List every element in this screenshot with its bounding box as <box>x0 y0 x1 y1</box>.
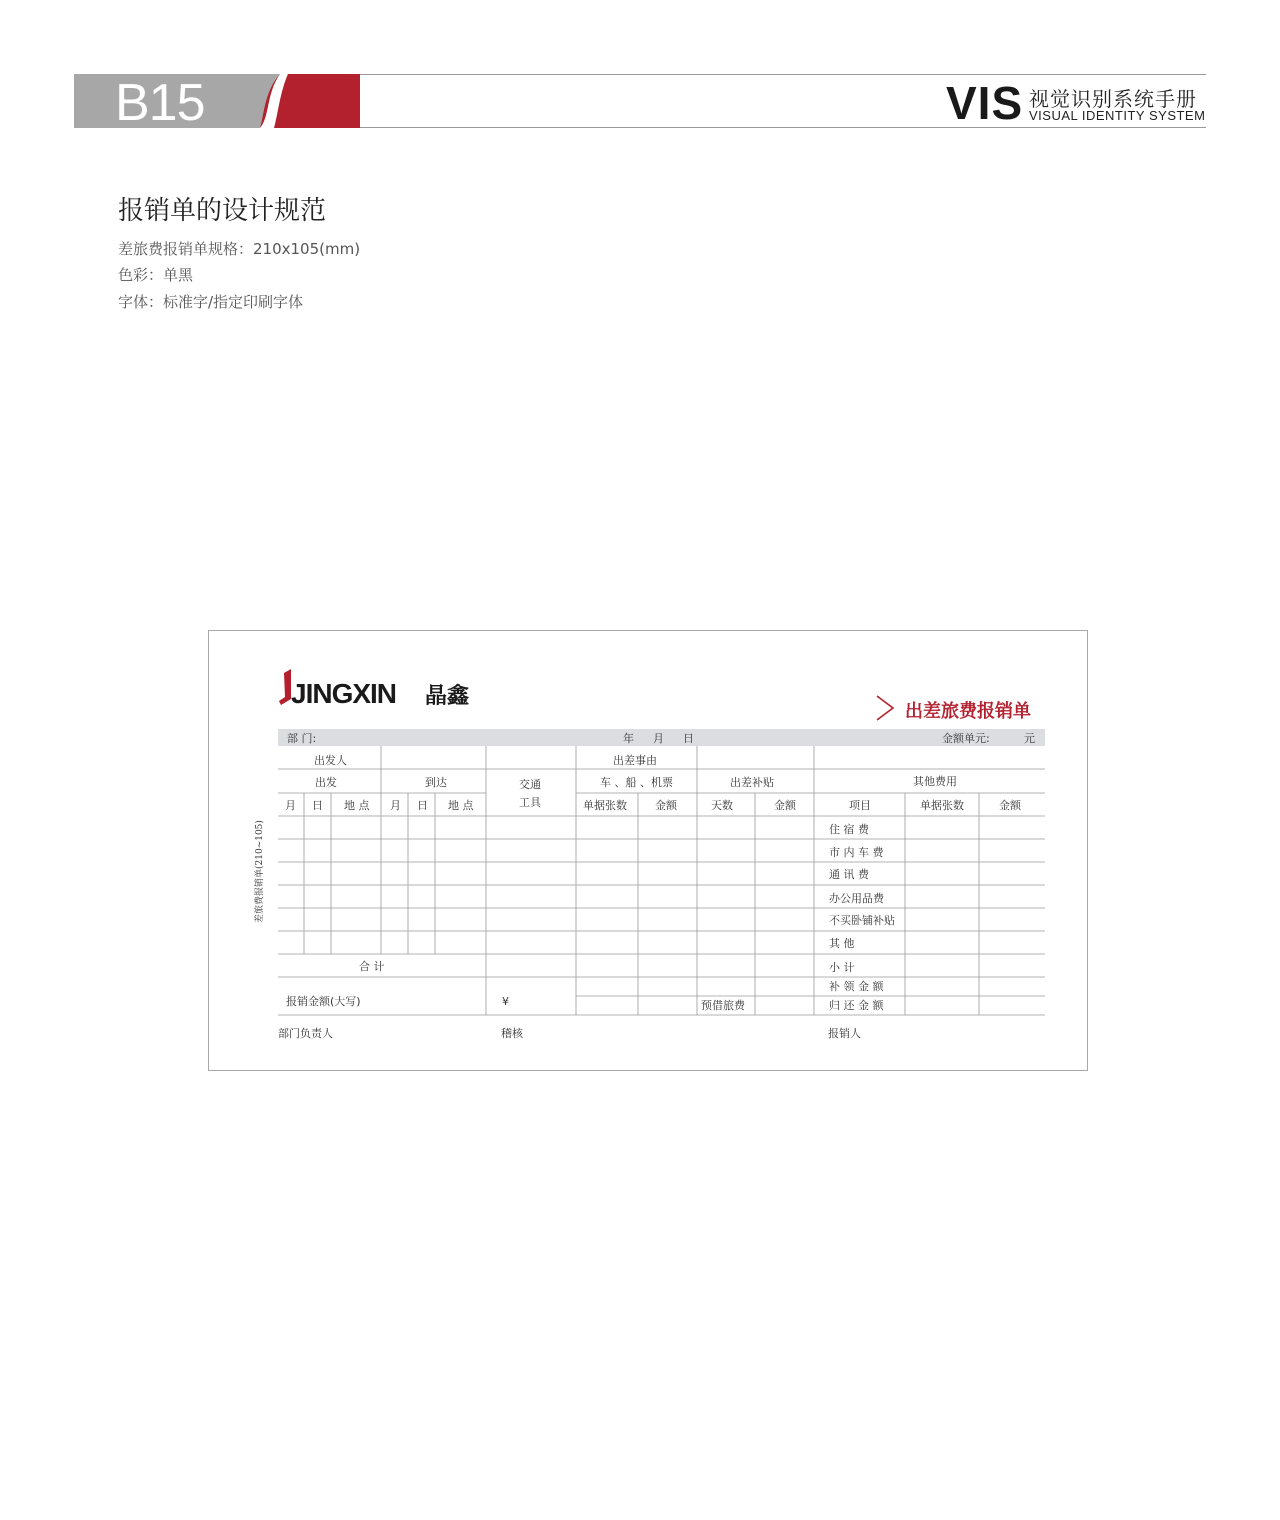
logo-text: JINGXIN <box>291 678 397 709</box>
yuan-label: 元 <box>1024 732 1035 745</box>
col-day: 日 <box>312 799 323 812</box>
dept-head-sign: 部门负责人 <box>278 1027 333 1040</box>
col-amount: 金额 <box>655 799 677 812</box>
col-month-2: 月 <box>390 799 401 812</box>
spec-size: 差旅费报销单规格：210x105(mm) <box>118 240 361 258</box>
col-day-2: 日 <box>417 799 428 812</box>
reimbursement-form-card <box>208 630 1088 1071</box>
other-fees-label: 其他费用 <box>913 775 957 788</box>
item-no-sleeper: 不买卧铺补贴 <box>829 914 895 927</box>
col-days: 天数 <box>711 799 733 812</box>
reason-label: 出差事由 <box>613 754 657 767</box>
item-office-supplies: 办公用品费 <box>829 892 884 905</box>
form-title: 出差旅费报销单 <box>905 701 1031 722</box>
advance-label: 预借旅费 <box>701 999 745 1012</box>
total-label: 合 计 <box>359 960 385 973</box>
item-subtotal: 小 计 <box>829 961 855 974</box>
spec-font: 字体：标准字/指定印刷字体 <box>118 293 304 311</box>
jingxin-logo <box>279 669 469 709</box>
unit-label: 金额单元: <box>942 732 990 745</box>
traveler-label: 出发人 <box>314 754 347 767</box>
transport-label-2: 工具 <box>519 796 541 809</box>
audit-sign: 稽核 <box>501 1027 523 1040</box>
allowance-label: 出差补贴 <box>730 776 774 789</box>
col-amount-3: 金额 <box>999 799 1021 812</box>
col-voucher-count: 单据张数 <box>583 799 627 812</box>
vis-title-en: VISUAL IDENTITY SYSTEM <box>1029 108 1206 123</box>
claimant-sign: 报销人 <box>828 1027 861 1040</box>
item-supplement: 补 领 金 额 <box>829 980 884 993</box>
col-place: 地 点 <box>344 799 370 812</box>
item-city-transport: 市 内 车 费 <box>829 846 884 859</box>
side-label: 差旅费报销单(210~105) <box>255 820 265 923</box>
reimbursement-form <box>209 631 1087 1070</box>
item-communication: 通 讯 费 <box>829 868 869 881</box>
col-item: 项目 <box>849 799 871 812</box>
vis-mark: VIS <box>946 77 1024 129</box>
tickets-label: 车 、船 、机票 <box>600 776 673 789</box>
month-label: 月 <box>653 732 664 745</box>
col-amount-2: 金额 <box>774 799 796 812</box>
page-code: B15 <box>115 74 205 132</box>
year-label: 年 <box>623 732 634 745</box>
arrive-label: 到达 <box>425 776 447 789</box>
item-refund: 归 还 金 额 <box>829 999 884 1012</box>
col-place-2: 地 点 <box>448 799 474 812</box>
transport-label-1: 交通 <box>519 778 541 791</box>
depart-label: 出发 <box>315 776 337 789</box>
reimburse-amount-label: 报销金额(大写) <box>286 995 361 1008</box>
item-other: 其 他 <box>829 937 855 950</box>
logo-cn: 晶鑫 <box>425 684 470 709</box>
item-lodging: 住 宿 费 <box>829 823 869 836</box>
col-month: 月 <box>285 799 296 812</box>
yen-sign: ¥ <box>502 995 509 1008</box>
spec-color: 色彩：单黑 <box>118 266 194 284</box>
col-voucher-count-2: 单据张数 <box>920 799 964 812</box>
title-chevron <box>877 696 893 720</box>
vis-title-cn: 视觉识别系统手册 <box>1029 87 1197 111</box>
dept-label: 部 门: <box>287 732 317 745</box>
spec-title: 报销单的设计规范 <box>118 196 327 226</box>
day-label: 日 <box>683 732 694 745</box>
